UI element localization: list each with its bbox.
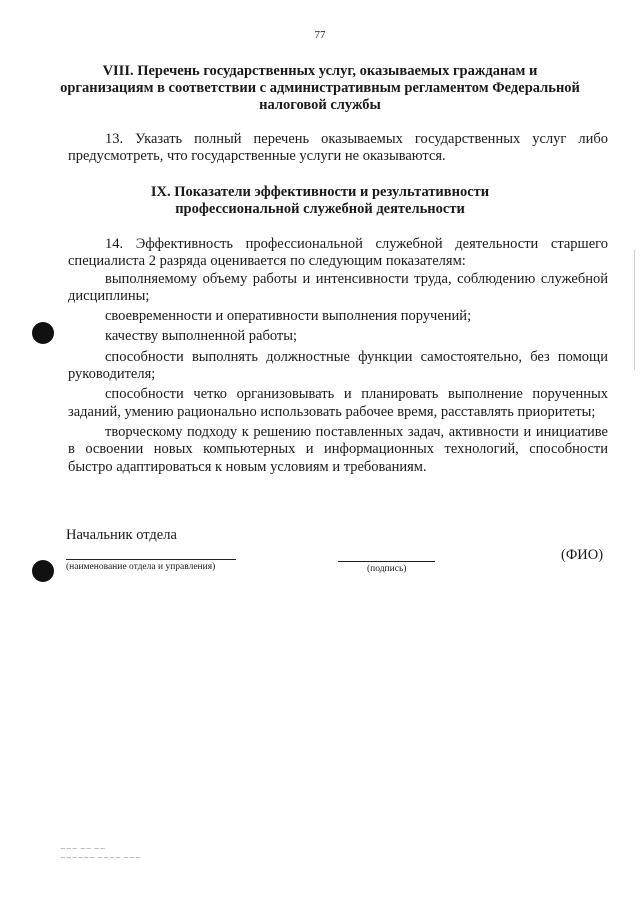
indicator-item: своевременности и оперативности выполнения поручений; (105, 308, 472, 325)
dept-caption: (наименование отдела и управления) (66, 562, 216, 572)
paragraph-13: 13. Указать полный перечень оказываемых государственных услуг либо предусмотреть, что государственные услуги не оказываются. (68, 131, 608, 165)
paragraph-14-intro: 14. Эффективность профессиональной служебной деятельности старшего специалиста 2 разряда оценивается по следующим показателям: (68, 236, 608, 270)
section-9-body (68, 236, 608, 476)
indicator-item: способности четко организовывать и планировать выполнение порученных заданий, умению рационально использовать рабочее время, расставлять приоритеты; (68, 386, 608, 420)
binder-hole-mark (32, 560, 54, 582)
signature-title: Начальник отдела (66, 527, 177, 543)
dept-signature-line (66, 559, 236, 560)
indicator-item: качеству выполненной работы; (105, 328, 297, 345)
binder-hole-mark (32, 322, 54, 344)
section-8-paragraph (68, 131, 608, 166)
section-9-heading: IX. Показатели эффективности и результативности профессиональной служебной деятельности (150, 184, 490, 217)
signature-caption: (подпись) (367, 564, 407, 574)
signature-line (338, 561, 435, 562)
page-number: 77 (314, 29, 326, 41)
section-8-heading: VIII. Перечень государственных услуг, оказываемых гражданам и организациям в соответствии с административным регламентом Федеральной налоговой службы (60, 63, 580, 113)
fio-label: (ФИО) (561, 547, 604, 563)
indicator-item: способности выполнять должностные функции самостоятельно, без помощи руководителя; (68, 348, 608, 383)
indicator-item: творческому подходу к решению поставленных задач, активности и инициативе в освоении новых компьютерных и информационных технологий, способности быстро адаптироваться к новым условиям и требованиям. (68, 423, 608, 475)
faint-footer-stamp: ~~~ ~~ ~~ ~~~~~~ ~~~~ ~~~ (60, 845, 141, 862)
indicator-item: выполняемому объему работы и интенсивности труда, соблюдению служебной дисциплины; (68, 270, 608, 304)
scan-edge-mark (634, 250, 635, 370)
